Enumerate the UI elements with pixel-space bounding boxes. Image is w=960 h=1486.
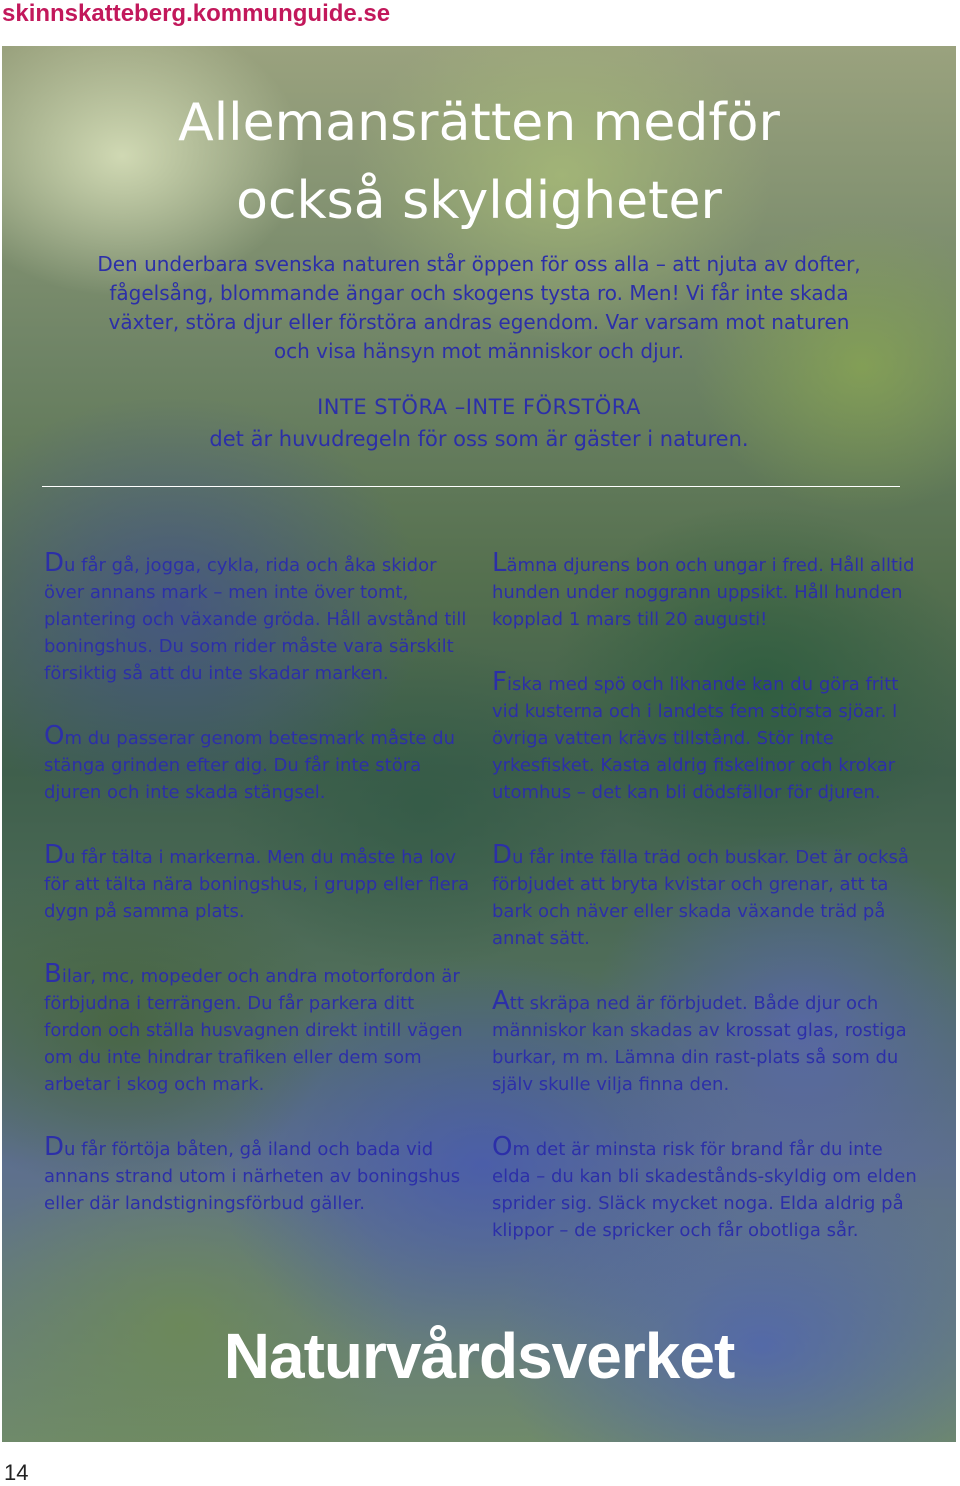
rule-paragraph bbox=[492, 550, 922, 633]
brand-logo: Naturvårdsverket bbox=[223, 1320, 735, 1392]
rule-paragraph bbox=[492, 1134, 922, 1244]
paragraph-initial: B bbox=[44, 959, 62, 989]
paragraph-text: u får inte fälla träd och buskar. Det är också förbjudet att bryta kvistar och grenar, att ta bark och näver eller skada växande träd på annat sätt. bbox=[492, 847, 909, 949]
content-panel bbox=[2, 46, 956, 1442]
main-rule-subtitle: det är huvudregeln för oss som är gäster i naturen. bbox=[209, 427, 749, 451]
paragraph-initial: A bbox=[492, 986, 510, 1016]
rule-paragraph bbox=[492, 842, 922, 952]
paragraph-initial: D bbox=[44, 1132, 65, 1162]
paragraph-initial: D bbox=[44, 840, 65, 870]
rule-paragraph bbox=[44, 1134, 472, 1217]
paragraph-text: u får tälta i markerna. Men du måste ha lov för att tälta nära boningshus, i grupp eller flera dygn på samma plats. bbox=[44, 847, 470, 922]
paragraph-text: iska med spö och liknande kan du göra fritt vid kusterna och i landets fem största sjöar. I övriga vatten krävs tillstånd. Stör inte yrkesfisket. Kasta aldrig fiskelinor och krokar utomhus – det kan bli dödsfällor för djuren. bbox=[492, 674, 899, 803]
paragraph-initial: O bbox=[44, 721, 65, 751]
title-line-1: Allemansrätten medför bbox=[178, 93, 780, 153]
rule-paragraph bbox=[44, 550, 472, 687]
paragraph-text: tt skräpa ned är förbjudet. Både djur och människor kan skadas av krossat glas, rostiga burkar, m m. Lämna din rast-plats så som du själv skulle vilja finna den. bbox=[492, 993, 907, 1095]
title-line-2: också skyldigheter bbox=[236, 171, 722, 231]
rule-paragraph bbox=[492, 988, 922, 1098]
paragraph-text: m det är minsta risk för brand får du inte elda – du kan bli skadestånds-skyldig om elden sprider sig. Släck mycket noga. Elda aldrig på klippor – de spricker och får obotliga sår. bbox=[492, 1139, 917, 1241]
paragraph-initial: O bbox=[492, 1132, 513, 1162]
paragraph-text: u får gå, jogga, cykla, rida och åka skidor över annans mark – men inte över tomt, plantering och växande gröda. Håll avstånd till boningshus. Du som rider måste vara särskilt försiktig så att du inte skadar marken. bbox=[44, 555, 467, 684]
intro-paragraph: Den underbara svenska naturen står öppen för oss alla – att njuta av dofter, fågelsång, blommande ängar och skogens tysta ro. Men! Vi får inte skada växter, störa djur eller förstöra andras egendom. Var varsam mot naturen och visa hänsyn mot människor och djur. bbox=[97, 252, 861, 363]
rule-paragraph bbox=[492, 669, 922, 806]
paragraph-initial: F bbox=[492, 667, 507, 697]
main-rule-title: INTE STÖRA –INTE FÖRSTÖRA bbox=[317, 395, 641, 419]
paragraph-initial: D bbox=[44, 548, 65, 578]
rule-paragraph bbox=[44, 961, 472, 1098]
page-number: 14 bbox=[4, 1460, 29, 1485]
paragraph-text: ämna djurens bon och ungar i fred. Håll alltid hunden under noggrann uppsikt. Håll hunden kopplad 1 mars till 20 augusti! bbox=[492, 555, 915, 630]
section-divider bbox=[42, 486, 900, 487]
rule-paragraph bbox=[44, 723, 472, 806]
left-column bbox=[44, 550, 472, 1253]
paragraph-initial: D bbox=[492, 840, 513, 870]
site-url[interactable]: skinnskatteberg.kommunguide.se bbox=[2, 0, 391, 27]
paragraph-initial: L bbox=[492, 548, 507, 578]
paragraph-text: m du passerar genom betesmark måste du stänga grinden efter dig. Du får inte störa djuren och inte skada stängsel. bbox=[44, 728, 456, 803]
paragraph-text: ilar, mc, mopeder och andra motorfordon är förbjudna i terrängen. Du får parkera ditt fordon och ställa husvagnen direkt intill vägen om du inte hindrar trafiken eller dem som arbetar i skog och mark. bbox=[44, 966, 463, 1095]
paragraph-text: u får förtöja båten, gå iland och bada vid annans strand utom i närheten av boningshus eller där landstigningsförbud gäller. bbox=[44, 1139, 461, 1214]
page-title bbox=[2, 84, 956, 240]
rule-paragraph bbox=[44, 842, 472, 925]
right-column bbox=[492, 550, 922, 1280]
